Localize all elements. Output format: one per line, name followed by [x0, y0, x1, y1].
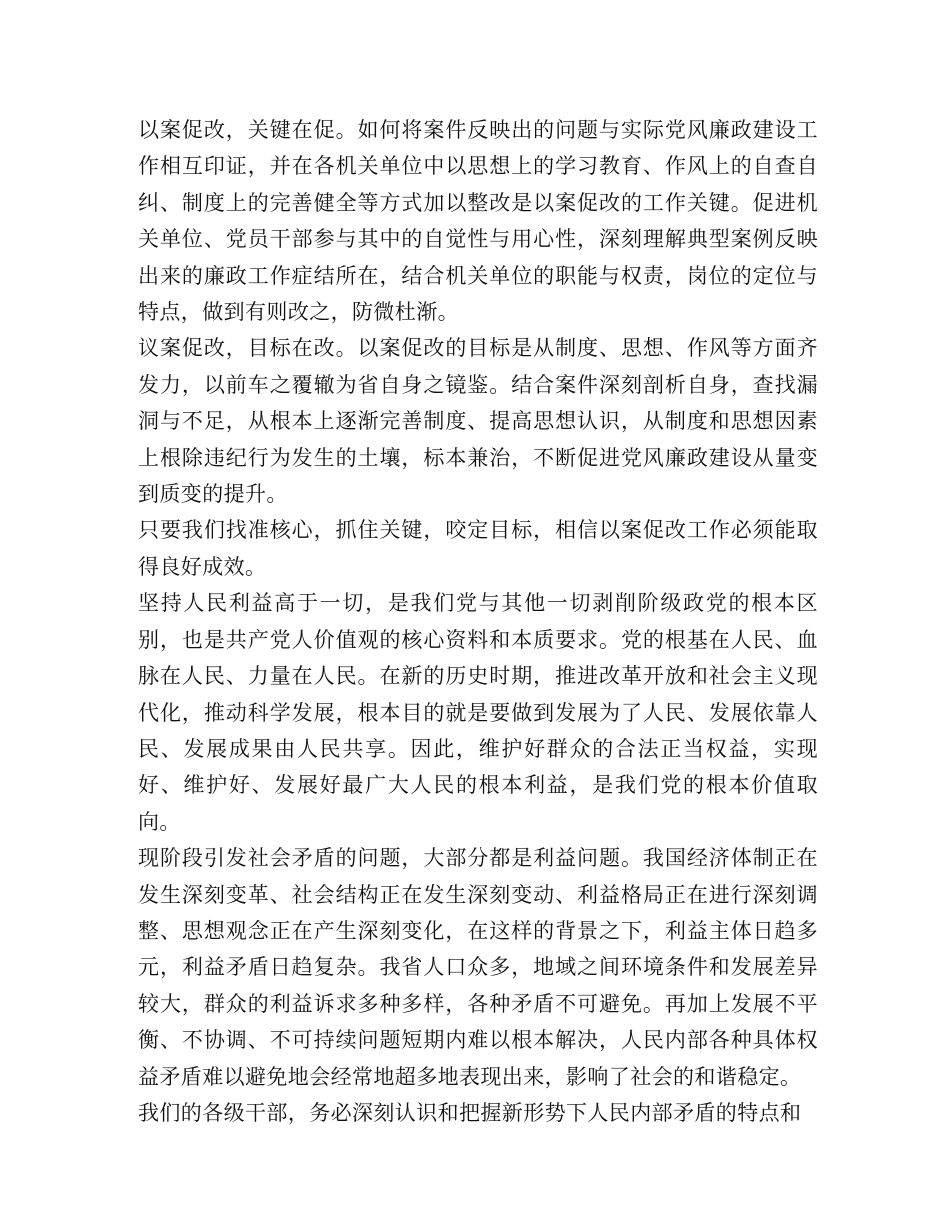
paragraph-3: 只要我们找准核心，抓住关键，咬定目标，相信以案促改工作必须能取得良好成效。 [138, 518, 818, 579]
paragraph-5: 现阶段引发社会矛盾的问题，大部分都是利益问题。我国经济体制正在发生深刻变革、社会结构正在发生深刻变动、利益格局正在进行深刻调整、思想观念正在产生深刻变化，在这样的背景之下，利益主体日趋多元，利益矛盾日趋复杂。我省人口众多，地域之间环境条件和发展差异较大，群众的利益诉求多种多样，各种矛盾不可避免。再加上发展不平衡、不协调、不可持续问题短期内难以根本解决，人民内部各种具体权益矛盾难以避免地会经常地超多地表现出来，影响了社会的和谐稳定。 [138, 846, 818, 1089]
paragraph-1: 以案促改，关键在促。如何将案件反映出的问题与实际党风廉政建设工作相互印证，并在各机关单位中以思想上的学习教育、作风上的自查自纠、制度上的完善健全等方式加以整改是以案促改的工作关键。促进机关单位、党员干部参与其中的自觉性与用心性，深刻理解典型案例反映出来的廉政工作症结所在，结合机关单位的职能与权责，岗位的定位与特点，做到有则改之，防微杜渐。 [138, 118, 818, 325]
paragraph-4: 坚持人民利益高于一切，是我们党与其他一切剥削阶级政党的根本区别，也是共产党人价值观的核心资料和本质要求。党的根基在人民、血脉在人民、力量在人民。在新的历史时期，推进改革开放和社会主义现代化，推动科学发展，根本目的就是要做到发展为了人民、发展依靠人民、发展成果由人民共享。因此，维护好群众的合法正当权益，实现好、维护好、发展好最广大人民的根本利益，是我们党的根本价值取向。 [138, 591, 818, 834]
paragraph-6: 我们的各级干部，务必深刻认识和把握新形势下人民内部矛盾的特点和 [138, 1100, 802, 1125]
paragraph-2: 议案促改，目标在改。以案促改的目标是从制度、思想、作风等方面齐发力，以前车之覆辙为省自身之镜鉴。结合案件深刻剖析自身，查找漏洞与不足，从根本上逐渐完善制度、提高思想认识，从制度和思想因素上根除违纪行为发生的土壤，标本兼治，不断促进党风廉政建设从量变到质变的提升。 [138, 336, 818, 507]
document-body [138, 112, 818, 1131]
